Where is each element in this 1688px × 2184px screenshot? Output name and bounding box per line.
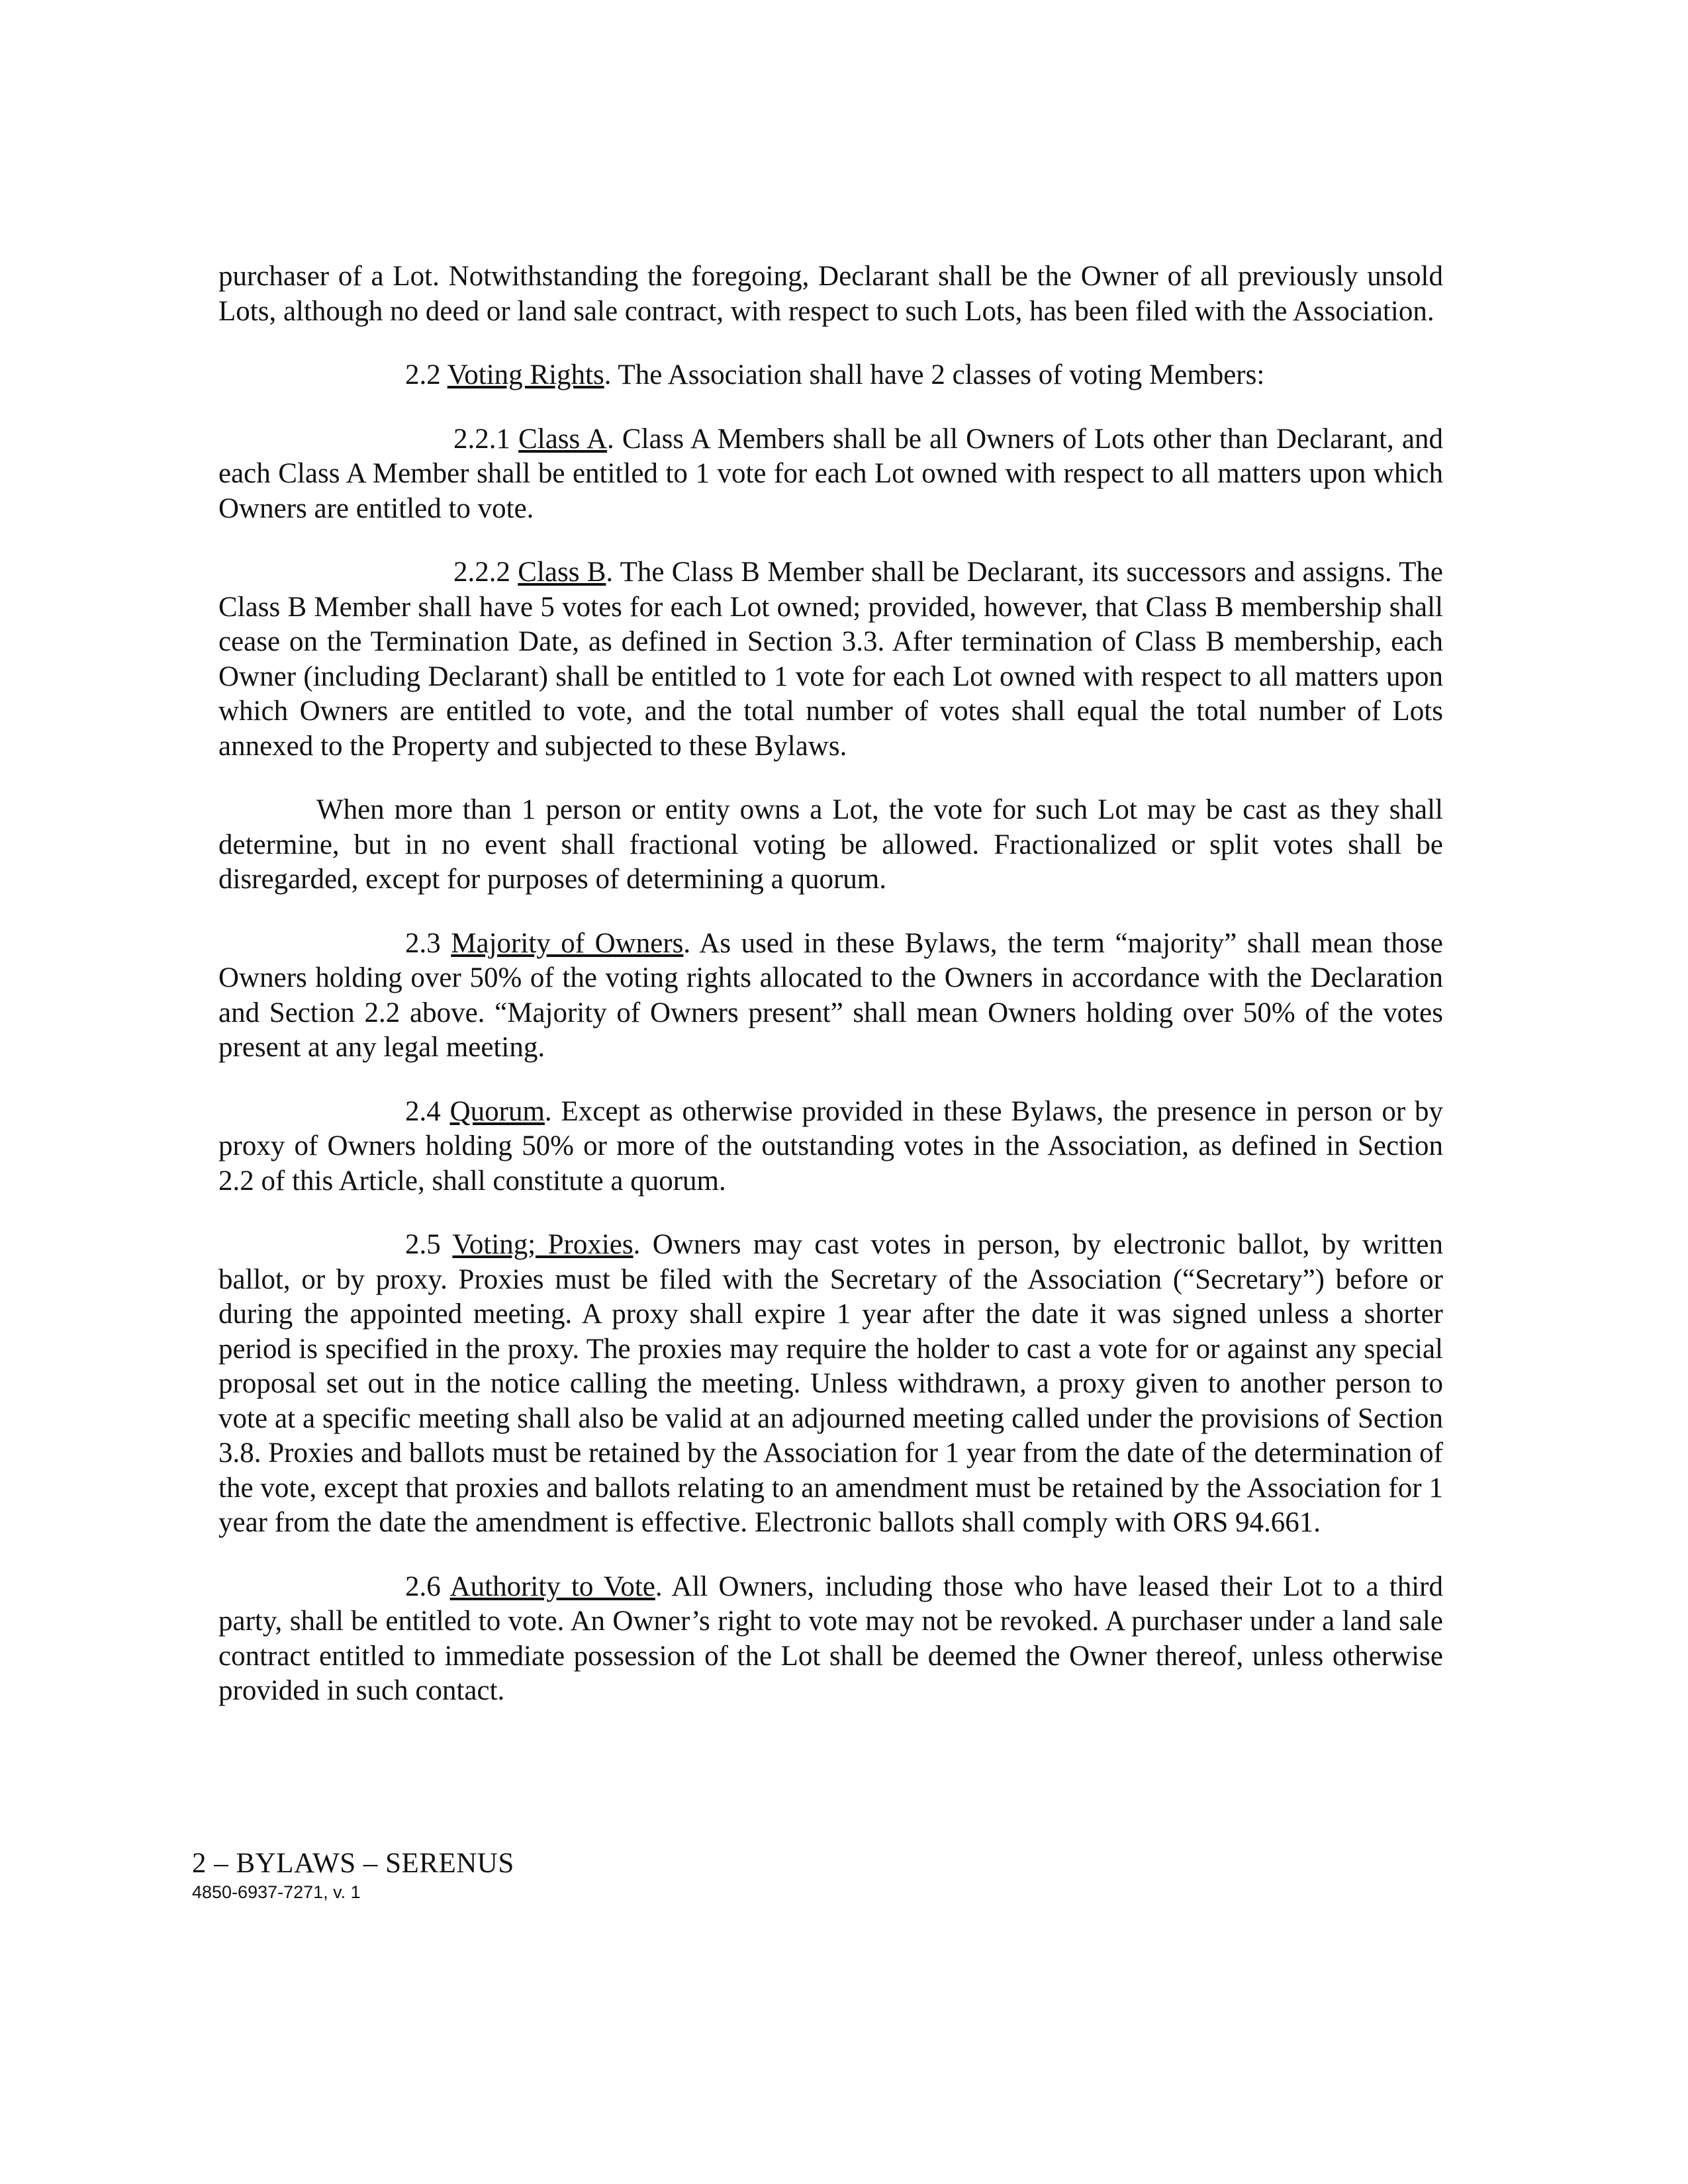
document-body [218,259,1443,1738]
section-text: . Except as otherwise provided in these Bylaws, the presence in person or by proxy of Owners holding 50% or more of the outstanding votes in the Association, as defined in Section 2.2 of this Article, shall constitute a quorum. [218,1095,1443,1197]
section-number: 2.3 [405,927,451,959]
page-footer [192,1846,514,1903]
section-heading: Class A [518,423,608,455]
section-heading: Voting; Proxies [452,1229,633,1260]
section-number: 2.2 [405,359,447,390]
section-text: . As used in these Bylaws, the term “majority” shall mean those Owners holding over 50% of the voting rights allocated to the Owners in accordance with the Declaration and Section 2.2 above. “Majority of Owners present” shall mean Owners holding over 50% of the votes present at any legal meeting. [218,927,1444,1063]
paragraph-text: When more than 1 person or entity owns a Lot, the vote for such Lot may be cast as they shall determine, but in no event shall fractional voting be allowed. Fractionalized or split votes shall be disregarded, except for purposes of determining a quorum. [218,794,1443,895]
section-2-2-1-class-a [218,422,1443,527]
section-heading: Authority to Vote [449,1570,655,1602]
section-number: 2.4 [405,1095,450,1127]
section-2-2-voting-rights [218,358,1443,393]
section-text: . The Class B Member shall be Declarant, its successors and assigns. The Class B Member shall have 5 votes for each Lot owned; provided, however, that Class B membership shall cease on the Termination Date, as defined in Section 3.3. After termination of Class B membership, each Owner (including Declarant) shall be entitled to 1 vote for each Lot owned with respect to all matters upon which Owners are entitled to vote, and the total number of votes shall equal the total number of Lots annexed to the Property and subjected to these Bylaws. [218,557,1443,762]
section-number: 2.2.1 [453,423,519,455]
section-2-5-voting-proxies [218,1228,1443,1541]
paragraph-text: purchaser of a Lot. Notwithstanding the foregoing, Declarant shall be the Owner of all previously unsold Lots, although no deed or land sale contract, with respect to such Lots, has been filed with the Association. [218,261,1443,327]
section-heading: Quorum [449,1095,545,1127]
section-number: 2.5 [405,1229,453,1260]
section-number: 2.2.2 [453,557,518,588]
section-number: 2.6 [405,1570,450,1602]
footer-document-id: 4850-6937-7271, v. 1 [192,1882,361,1902]
section-heading: Class B [518,557,606,588]
section-heading: Voting Rights [447,359,604,390]
paragraph-multiple-owners [218,793,1443,897]
paragraph-owner-definition-continued [218,259,1443,329]
section-text: . Owners may cast votes in person, by electronic ballot, by written ballot, or by proxy. Proxies must be filed with the Secretary of the Association (“Secretary”) before or during the appointed meeting. A proxy shall expire 1 year after the date it was signed unless a shorter period is specified in the proxy. The proxies may require the holder to cast a vote for or against any special proposal set out in the notice calling the meeting. Unless withdrawn, a proxy given to another person to vote at a specific meeting shall also be valid at an adjourned meeting called under the provisions of Section 3.8. Proxies and ballots must be retained by the Association for 1 year from the date of the determination of the vote, except that proxies and ballots relating to an amendment must be retained by the Association for 1 year from the date the amendment is effective. Electronic ballots shall comply with ORS 94.661. [218,1229,1443,1538]
section-2-6-authority-to-vote [218,1570,1443,1709]
footer-page-title: 2 – BYLAWS – SERENUS [192,1848,514,1879]
section-text: . All Owners, including those who have leased their Lot to a third party, shall be entitled to vote. An Owner’s right to vote may not be revoked. A purchaser under a land sale contract entitled to immediate possession of the Lot shall be deemed the Owner thereof, unless otherwise provided in such contact. [218,1570,1443,1706]
section-text: . Class A Members shall be all Owners of Lots other than Declarant, and each Class A Member shall be entitled to 1 vote for each Lot owned with respect to all matters upon which Owners are entitled to vote. [218,423,1443,524]
section-2-4-quorum [218,1095,1443,1199]
section-2-2-2-class-b [218,555,1443,764]
section-2-3-majority-of-owners [218,927,1443,1066]
section-heading: Majority of Owners [451,927,684,959]
section-text: . The Association shall have 2 classes of voting Members: [604,359,1265,390]
